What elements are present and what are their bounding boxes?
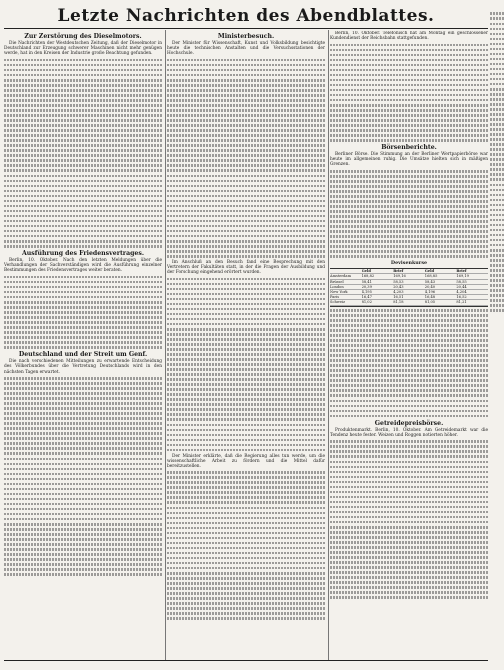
table-cell: 4,196	[424, 289, 436, 294]
table-header-cell: Brief	[456, 269, 467, 274]
table-cell: 81,21	[456, 300, 467, 305]
bottom-rule	[4, 660, 488, 661]
table-cell: 20,43	[393, 284, 404, 289]
table-cell: 16,48	[424, 295, 436, 300]
table-title: Devisenkurse	[390, 259, 428, 266]
article-paragraph: Berlin, 10. Oktober. Telefonisch hat am Montag ein geschlossener Kundendienst der Reichsbahn stattgefunden.	[330, 31, 488, 42]
table-cell: London	[330, 284, 344, 289]
column-2	[167, 31, 325, 659]
table-cell: 168,82	[361, 274, 375, 279]
table-cell: 81,18	[393, 300, 404, 305]
table-cell: 58,43	[424, 279, 436, 284]
table-cell: 4,195	[361, 289, 372, 294]
table-cell: 4,203	[393, 289, 404, 294]
column-1	[4, 31, 162, 659]
table-cell: Schweiz	[330, 300, 346, 305]
article-paragraph: Der Minister für Wissenschaft, Kunst und Volksbildung besichtigte heute die technischen Anstalten und die Versuchsstationen der Hochschule.	[167, 41, 325, 57]
newspaper-page	[4, 6, 488, 662]
article-paragraph: Berliner Börse. Die Stimmung an der Berliner Wertpapierbörse war heute im allgemeinen ruhig. Die Umsätze hielten sich in mäßigen Grenzen.	[330, 152, 488, 168]
table-header-cell: Geld	[424, 269, 435, 274]
exchange-rate-table	[330, 268, 488, 306]
table-cell: 169,19	[456, 274, 469, 279]
table-cell: Brüssel	[330, 279, 344, 284]
table-cell: New York	[330, 289, 348, 294]
article-paragraph: Berlin, 10. Oktober. Nach den letzten Meldungen über die Verhandlungen der Sachverständigen wird die Ausführung einzelner Bestimmungen des Friedensvertrages weiter beraten.	[4, 258, 162, 274]
section-heading: Zur Zerstörung des Dieselmotors.	[24, 33, 142, 40]
table-cell: Amsterdam	[330, 274, 351, 279]
table-cell: 81,02	[361, 300, 372, 305]
page-headline: Letzte Nachrichten des Abendblattes.	[57, 6, 435, 26]
table-cell: 16,47	[361, 295, 372, 300]
article-paragraph: Produktenmarkt. Berlin, 10. Oktober. Am Getreidemarkt war die Tendenz heute fester. Weizen und Roggen notierten höher.	[330, 427, 488, 438]
section-heading: Ausführung des Friedensvertrages.	[22, 249, 144, 257]
table-cell: 168,85	[424, 274, 438, 279]
table-header-cell: Brief	[393, 269, 404, 274]
column-3	[330, 31, 488, 659]
adjacent-page-edge	[490, 10, 504, 650]
table-cell: 58,41	[361, 279, 372, 284]
table-row	[330, 300, 488, 305]
table-cell: 20,44	[456, 284, 467, 289]
table-cell: 20,39	[361, 284, 372, 289]
table-cell: 58,55	[456, 279, 467, 284]
article-paragraph: Die nach verschiedenen Mitteilungen zu erwartende Entscheidung des Völkerbundes über die Vertretung Deutschlands wird in den nächsten Tagen erwartet.	[4, 359, 162, 375]
table-header-cell	[330, 269, 362, 273]
table-cell: 16,51	[393, 295, 404, 300]
article-paragraph: Im Anschluß an den Besuch fand eine Besprechung mit den Vertretern der Fakultäten statt, in der die Fragen der Ausbildung und der Forschung eingehend erörtert wurden.	[167, 260, 325, 276]
table-cell: 16,52	[456, 295, 467, 300]
headline-rule	[4, 28, 488, 29]
table-header-cell: Geld	[361, 269, 371, 274]
section-heading: Deutschland und der Streit um Genf.	[18, 351, 148, 359]
section-heading: Börsenberichte.	[381, 144, 437, 152]
column-divider	[165, 30, 166, 660]
table-cell: Paris	[330, 295, 340, 300]
table-cell: 4,204	[456, 289, 467, 294]
table-cell: 58,53	[393, 279, 404, 284]
table-cell: 20,40	[424, 284, 436, 289]
section-heading: Getreidepreisbörse.	[374, 419, 444, 427]
article-paragraph: Der Minister erklärte, daß die Regierung alles tun werde, um die wissenschaftliche Arbeit zu fördern und die Mittel dafür bereitzustellen.	[167, 453, 325, 469]
table-cell: 169,16	[393, 274, 406, 279]
article-paragraph: Die Nachrichten der Westdeutschen Zeitung, daß der Dieselmotor in Deutschland zur Erzeugung schwerer Maschinen nicht mehr genügen werde, hat in den Kreisen der Industrie große Beachtung gefunden.	[4, 41, 162, 57]
table-cell: 81,05	[424, 300, 436, 305]
column-divider	[328, 30, 329, 660]
section-heading: Ministerbesuch.	[217, 33, 275, 40]
